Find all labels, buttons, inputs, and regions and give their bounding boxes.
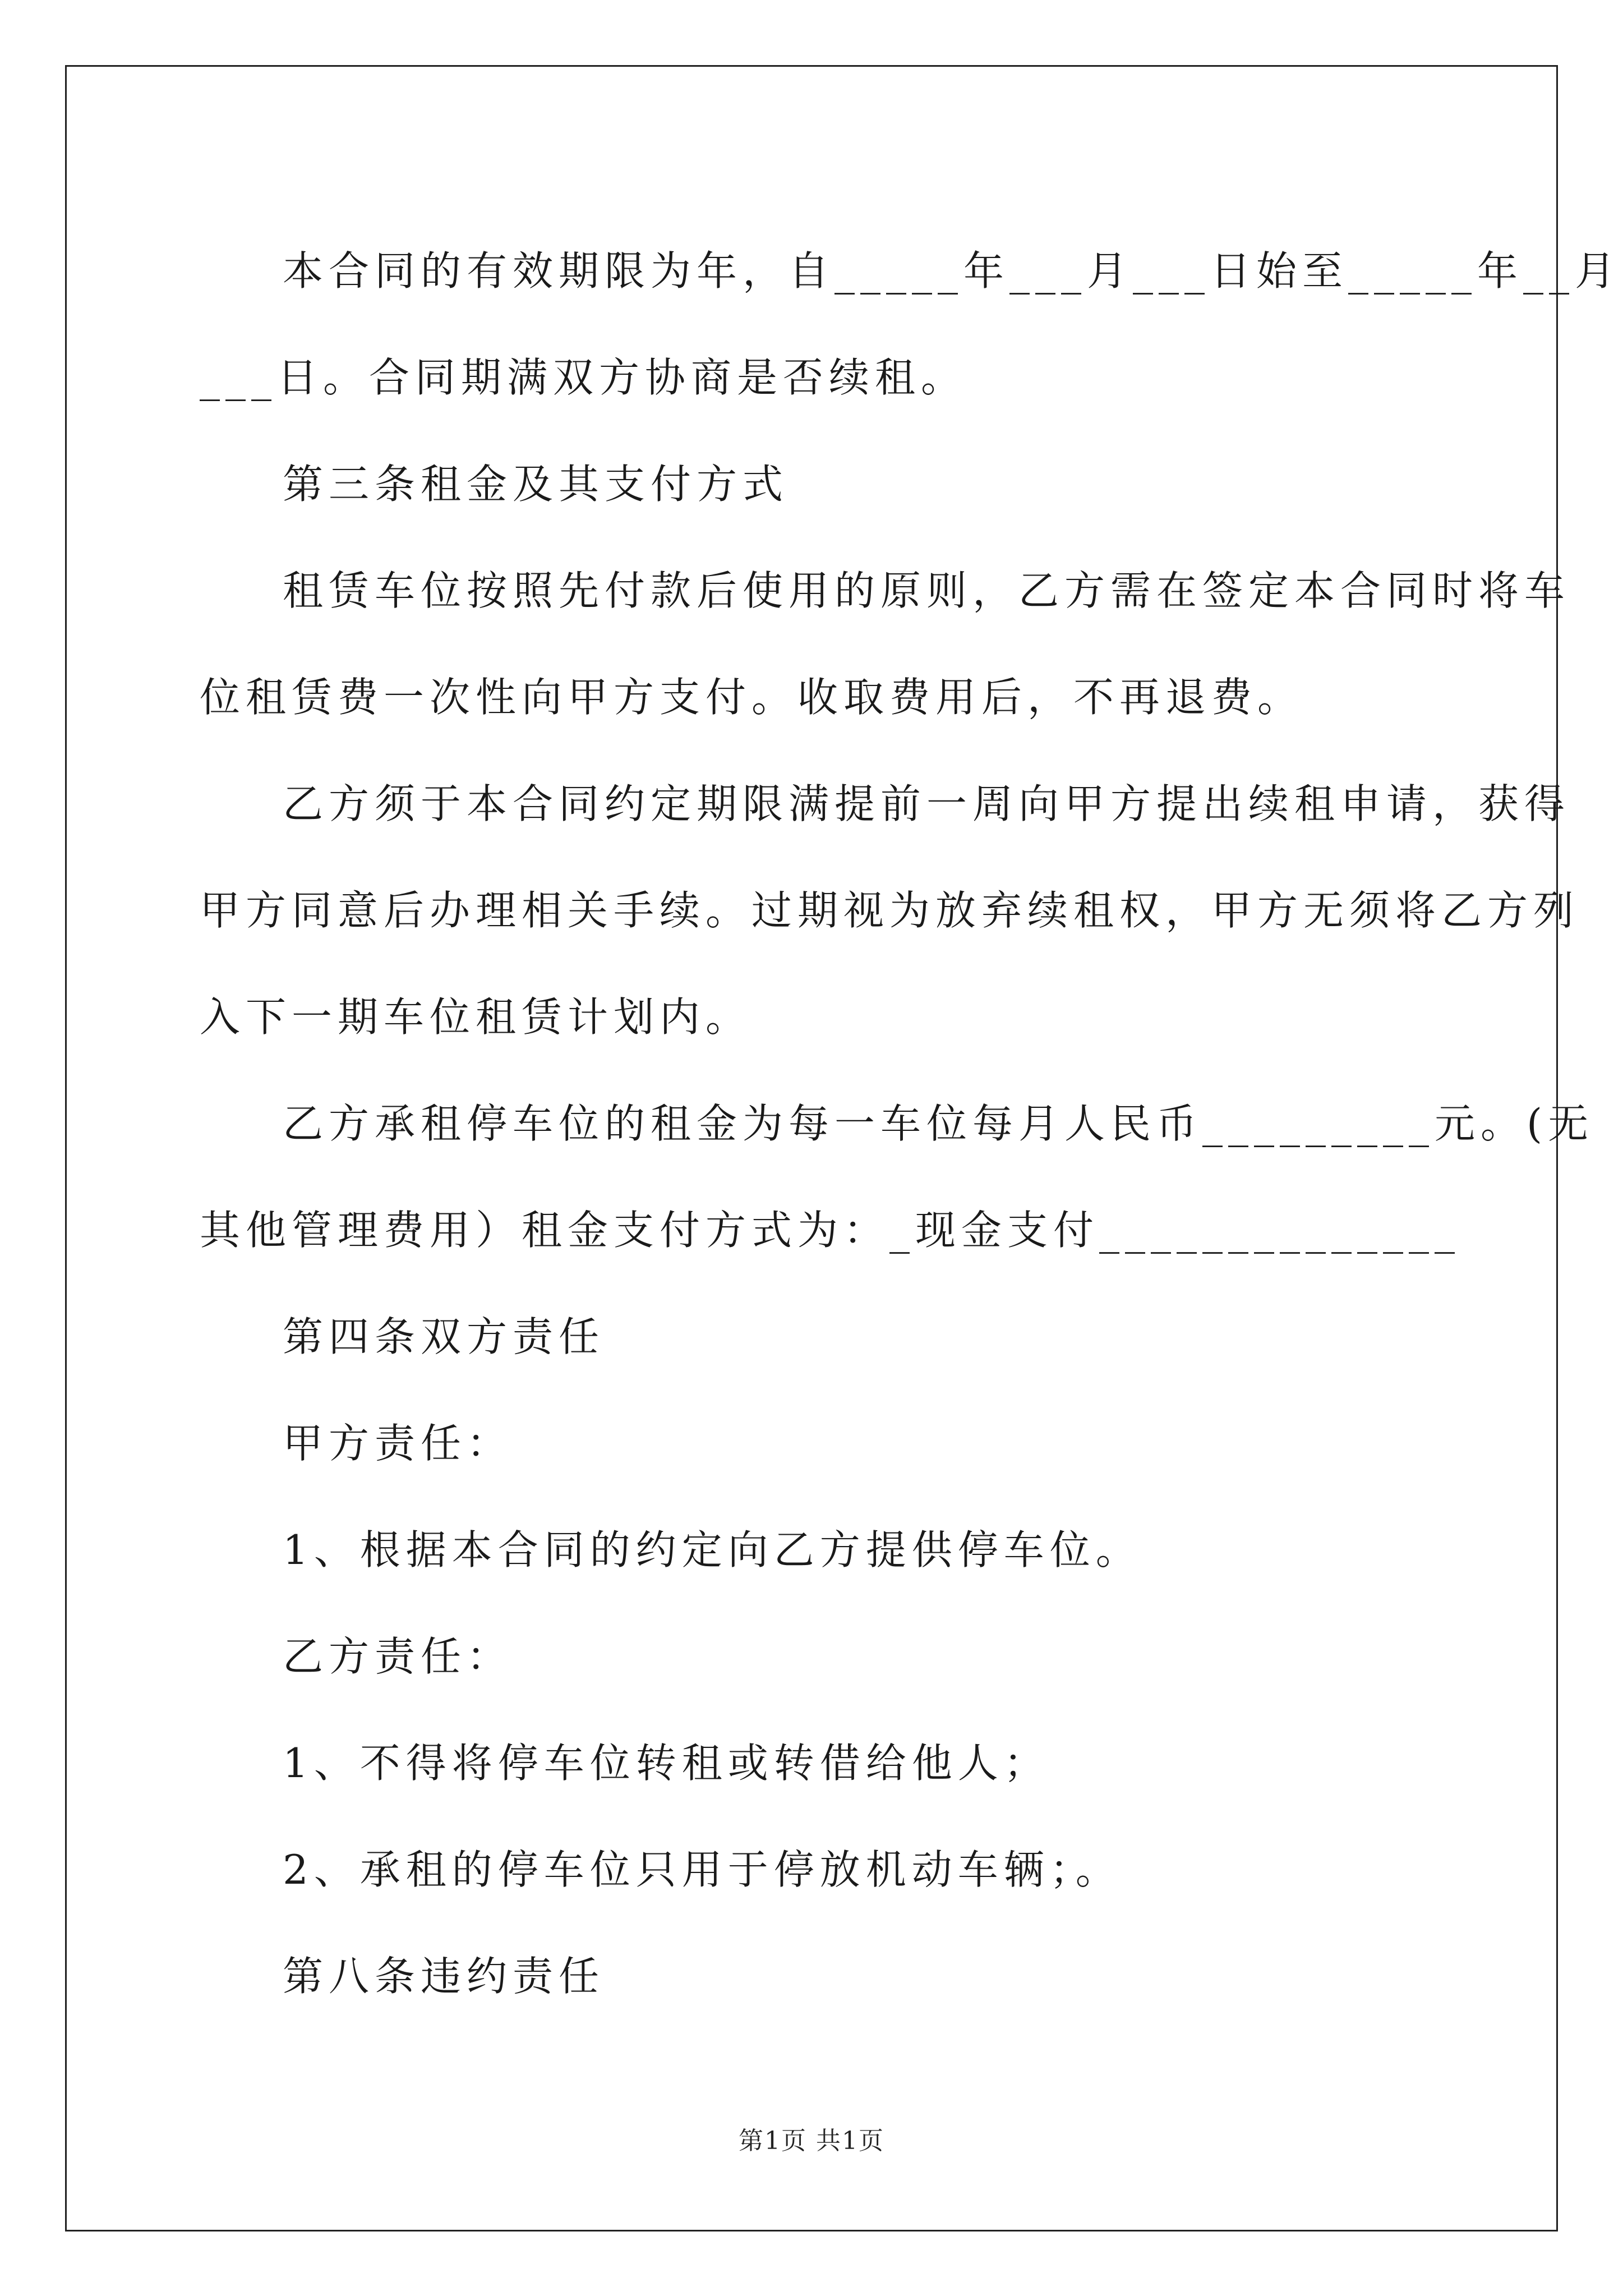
- subsection-label: 甲方责任：: [283, 1420, 513, 1467]
- subsection-label: 乙方责任：: [283, 1633, 513, 1680]
- text-line: 位租赁费一次性向甲方支付。收取费用后，不再退费。: [200, 674, 1304, 721]
- text-line: 入下一期车位租赁计划内。: [200, 993, 752, 1041]
- text-line: ___日。合同期满双方协商是否续租。: [200, 354, 967, 401]
- text-line: 乙方须于本合同约定期限满提前一周向甲方提出续租申请，获得: [283, 780, 1571, 827]
- section-heading: 第八条违约责任: [283, 1953, 605, 2000]
- document-body: [200, 218, 1621, 2030]
- list-item: 1、根据本合同的约定向乙方提供停车位。: [283, 1526, 1142, 1573]
- text-line: 甲方同意后办理相关手续。过期视为放弃续租权，甲方无须将乙方列: [200, 887, 1580, 934]
- text-line: 本合同的有效期限为年，自_____年___月___日始至_____年__月: [283, 247, 1621, 295]
- list-item: 2、承租的停车位只用于停放机动车辆；。: [283, 1846, 1122, 1893]
- text-line: 乙方承租停车位的租金为每一车位每月人民币_________元。(无: [283, 1100, 1594, 1147]
- text-line: 租赁车位按照先付款后使用的原则，乙方需在签定本合同时将车: [283, 567, 1571, 614]
- section-heading: 第三条租金及其支付方式: [283, 461, 789, 508]
- text-line: 其他管理费用）租金支付方式为：_现金支付______________: [200, 1207, 1461, 1254]
- page-number-footer: 第1页 共1页: [739, 2127, 884, 2155]
- list-item: 1、不得将停车位转租或转借给他人；: [283, 1740, 1050, 1787]
- section-heading: 第四条双方责任: [283, 1313, 605, 1360]
